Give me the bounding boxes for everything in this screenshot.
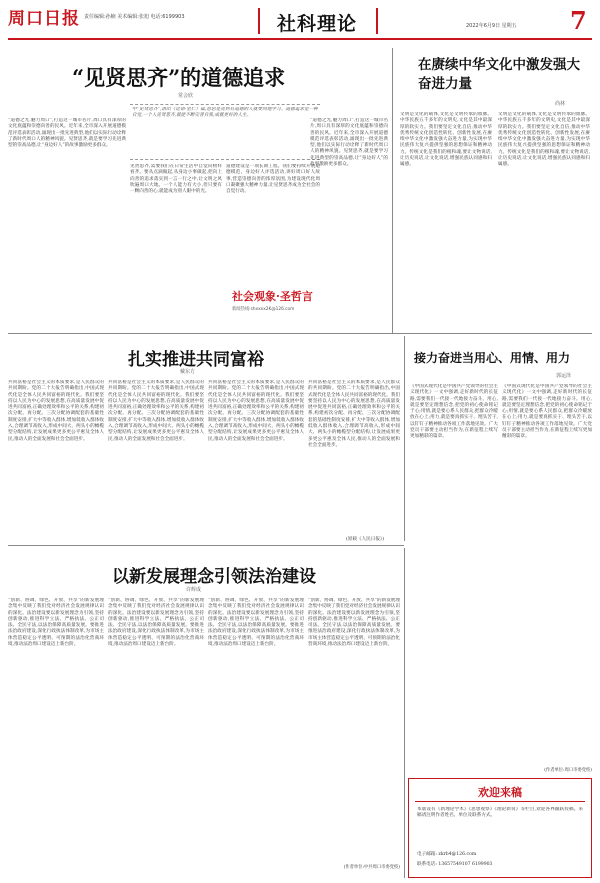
call-for-papers-body: 本版设有《新理论学术》《思想观察》《理论新说》等栏目,欢迎各界踊跃投稿。来稿请注明作者姓名、单位及联系方式。 [417, 807, 583, 819]
call-for-papers-box [408, 778, 592, 878]
newspaper-logo: 周口日报 [8, 9, 80, 29]
a1-title: “见贤思齐”的道德追求 [72, 65, 286, 90]
a5-title: 以新发展理念引领法治建设 [112, 567, 316, 587]
a3-column-4: 共同富裕是社会主义的本质要求,是人民群众的共同期盼。党的二十大报告明确指出,中国式现代化是全体人民共同富裕的现代化。我们要坚持以人民为中心的发展思想,在高质量发展中促进共同富裕,正确处理效率和公平的关系,构建初次分配、再分配、三次分配协调配套的基础性制度安排,扩大中等收入群体,增加低收入群体收入,合理调节高收入,形成中间大、两头小的橄榄型分配结构,让发展成果更多更公平惠及全体人民,推动人的全面发展和社会全面进步。 [308, 380, 400, 448]
editor-line: 责任编辑:孙楠 美术编辑:张旭 电话:6199903 [84, 14, 185, 20]
issue-date: 2022年6月9日 星期五 [466, 23, 517, 29]
a4-column-1: 《中国式现代化是中国共产党领导的社会主义现代化》一文中强调,走好新时代的长征路,需要我们一代接一代地接力奋斗。用心,就是要坚定理想信念,把党的初心使命铭记于心;用情,就是要心系人民群众,把群众冷暖放在心上;用力,就是要真抓实干、埋头苦干,以钉钉子精神推动各项工作落地见效。广大党员干部要主动担当作为,在新征程上续写更加精彩的篇章。 [410, 384, 498, 440]
a1-column-1: “道德之光,魅力周口”,打造这一城市名片,周口具有深厚的文化底蕴和崇德向善的民风。近年来,全市深入开展道德模范评选表彰活动,涌现出一批先进典型,他们以实际行动诠释了新时代周口人的精神风貌。见贤思齐,就是要学习先进典型的崇高品德,让“身边好人”的故事激励更多群众。 [8, 118, 126, 149]
a5-column-1: “创新、协调、绿色、开放、共享”的新发展理念集中反映了我们党对经济社会发展规律认识的深化。法治建设要以新发展理念为引领,坚持创新驱动,推进科学立法、严格执法、公正司法、全民守法,以法治保障高质量发展。要推进法治政府建设,深化行政执法体制改革,为市场主体营造稳定公平透明、可预期的法治化营商环境,推动法治周口建设迈上新台阶。 [8, 598, 104, 648]
masthead [0, 0, 600, 44]
contact-phone-value: 13657549107 6199903 [438, 862, 493, 867]
a3-title: 扎实推进共同富裕 [128, 350, 264, 370]
a5-column-3: “创新、协调、绿色、开放、共享”的新发展理念集中反映了我们党对经济社会发展规律认识的深化。法治建设要以新发展理念为引领,坚持创新驱动,推进科学立法、严格执法、公正司法、全民守法,以法治保障高质量发展。要推进法治政府建设,深化行政执法体制改革,为市场主体营造稳定公平透明、可预期的法治化营商环境,推动法治周口建设迈上新台阶。 [208, 598, 304, 648]
section-name: 社科理论 [276, 13, 357, 35]
call-for-papers-title-bar [415, 785, 585, 802]
a4-column-2: 《中国式现代化是中国共产党领导的社会主义现代化》一文中强调,走好新时代的长征路,需要我们一代接一代地接力奋斗。用心,就是要坚定理想信念,把党的初心使命铭记于心;用情,就是要心系人民群众,把群众冷暖放在心上;用力,就是要真抓实干、埋头苦干,以钉钉子精神推动各项工作落地见效。广大党员干部要主动担当作为,在新征程上续写更加精彩的篇章。 [502, 384, 592, 440]
a1-stamp-title: 社会观象·圣哲言 [232, 290, 313, 303]
a1-lead-rule [130, 159, 320, 160]
a4-title: 接力奋进当用心、用情、用力 [414, 351, 571, 365]
a5-author: 许辉成 [186, 587, 202, 593]
a3-vertical-rule [404, 336, 405, 541]
a1-stamp [232, 288, 336, 314]
a3-column-2: 共同富裕是社会主义的本质要求,是人民群众的共同期盼。党的二十大报告明确指出,中国式现代化是全体人民共同富裕的现代化。我们要坚持以人民为中心的发展思想,在高质量发展中促进共同富裕,正确处理效率和公平的关系,构建初次分配、再分配、三次分配协调配套的基础性制度安排,扩大中等收入群体,增加低收入群体收入,合理调节高收入,形成中间大、两头小的橄榄型分配结构,让发展成果更多更公平惠及全体人民,推动人的全面发展和社会全面进步。 [108, 380, 204, 442]
a3-a5-rule [8, 545, 404, 546]
masthead-rule [8, 38, 592, 40]
a1-stamp-url: 新闻热线:shxxxx2K@126.com [232, 307, 295, 312]
a5-column-2: “创新、协调、绿色、开放、共享”的新发展理念集中反映了我们党对经济社会发展规律认识的深化。法治建设要以新发展理念为引领,坚持创新驱动,推进科学立法、严格执法、公正司法、全民守法,以法治保障高质量发展。要推进法治政府建设,深化行政执法体制改革,为市场主体营造稳定公平透明、可预期的法治化营商环境,推动法治周口建设迈上新台阶。 [108, 598, 204, 648]
a4-author: 郭运泽 [556, 373, 572, 379]
a3-source-note: (原载《人民日报》) [346, 537, 385, 542]
a1-vertical-rule [392, 48, 393, 333]
call-for-papers-title: 欢迎来稿 [478, 786, 522, 799]
contact-email-value[interactable]: zkrb4@126.com [438, 852, 477, 857]
a5-vertical-rule [404, 548, 405, 878]
page-number: 7 [570, 6, 587, 35]
a2-author: 尚林 [555, 101, 566, 107]
a1-author: 常会欣 [178, 93, 194, 99]
a1-bottom-rule [8, 333, 592, 334]
a1-lead: 中“见贤思齐”,语出《论语·里仁》篇,意思是见到有道德的人就要向他学习。道德追求是一种自觉,一个人见贤思齐,就能不断完善自我,成就更好的人生。 [132, 107, 318, 119]
contact-phone [417, 861, 492, 867]
a3-author: 戴东方 [180, 369, 196, 375]
contact-email-label: 电子邮箱: [417, 852, 437, 857]
a3-column-1: 共同富裕是社会主义的本质要求,是人民群众的共同期盼。党的二十大报告明确指出,中国式现代化是全体人民共同富裕的现代化。我们要坚持以人民为中心的发展思想,在高质量发展中促进共同富裕,正确处理效率和公平的关系,构建初次分配、再分配、三次分配协调配套的基础性制度安排,扩大中等收入群体,增加低收入群体收入,合理调节高收入,形成中间大、两头小的橄榄型分配结构,让发展成果更多更公平惠及全体人民,推动人的全面发展和社会全面进步。 [8, 380, 104, 442]
a1-column-3: 道德建设是一项长期工程。我们要持续开展道德模范、身边好人评选活动,讲好周口好人故事,营造崇德向善的浓厚氛围,为建设现代化周口凝聚强大精神力量,让见贤思齐成为全社会的自觉行动。 [226, 164, 320, 195]
a2-column-1: 文明是文化的载体,文化是文明传承的血脉。中华民族五千多年的文明史,文化是其中最深厚的软实力。我们要坚定文化自信,推动中华优秀传统文化创造性转化、创新性发展,在赓续中华文化中激发强大奋进力量,为实现中华民族伟大复兴提供坚强的思想保证和精神动力。传统文化是我们的根和魂,要让文物说话,让历史说话,让文化说话,增强民族认同感和归属感。 [400, 112, 492, 168]
a1-column-3b [310, 118, 388, 294]
contact-phone-label: 联系电话: [417, 862, 437, 867]
a1-column-2: 见贤思齐,需要我们在日常生活中自觉向榜样看齐。要从点滴做起,从身边小事做起,把向上向善的追求落实到一言一行之中,让文明之风吹遍周口大地。一个人能力有大小,但只要有一颗向善的心,就能成为别人眼中的光。 [130, 164, 222, 195]
a1-lead-rule [130, 104, 320, 105]
a1-column-3b-text: “道德之光,魅力周口”,打造这一城市名片,周口具有深厚的文化底蕴和崇德向善的民风。近年来,全市深入开展道德模范评选表彰活动,涌现出一批先进典型,他们以实际行动诠释了新时代周口人的精神风貌。见贤思齐,就是要学习先进典型的崇高品德,让“身边好人”的故事激励更多群众。 [310, 118, 388, 168]
a4-author-unit: (作者单位:周口市委党校) [544, 768, 592, 773]
a2-column-2: 文明是文化的载体,文化是文明传承的血脉。中华民族五千多年的文明史,文化是其中最深厚的软实力。我们要坚定文化自信,推动中华优秀传统文化创造性转化、创新性发展,在赓续中华文化中激发强大奋进力量,为实现中华民族伟大复兴提供坚强的思想保证和精神动力。传统文化是我们的根和魂,要让文物说话,让历史说话,让文化说话,增强民族认同感和归属感。 [498, 112, 590, 168]
a5-author-unit: (作者单位:中共周口市委党校) [343, 865, 400, 870]
a5-column-4: “创新、协调、绿色、开放、共享”的新发展理念集中反映了我们党对经济社会发展规律认识的深化。法治建设要以新发展理念为引领,坚持创新驱动,推进科学立法、严格执法、公正司法、全民守法,以法治保障高质量发展。要推进法治政府建设,深化行政执法体制改革,为市场主体营造稳定公平透明、可预期的法治化营商环境,推动法治周口建设迈上新台阶。 [308, 598, 400, 648]
a2-title: 在赓续中华文化中激发强大奋进力量 [418, 57, 580, 92]
contact-email [417, 851, 476, 857]
a3-column-3: 共同富裕是社会主义的本质要求,是人民群众的共同期盼。党的二十大报告明确指出,中国式现代化是全体人民共同富裕的现代化。我们要坚持以人民为中心的发展思想,在高质量发展中促进共同富裕,正确处理效率和公平的关系,构建初次分配、再分配、三次分配协调配套的基础性制度安排,扩大中等收入群体,增加低收入群体收入,合理调节高收入,形成中间大、两头小的橄榄型分配结构,让发展成果更多更公平惠及全体人民,推动人的全面发展和社会全面进步。 [208, 380, 304, 442]
